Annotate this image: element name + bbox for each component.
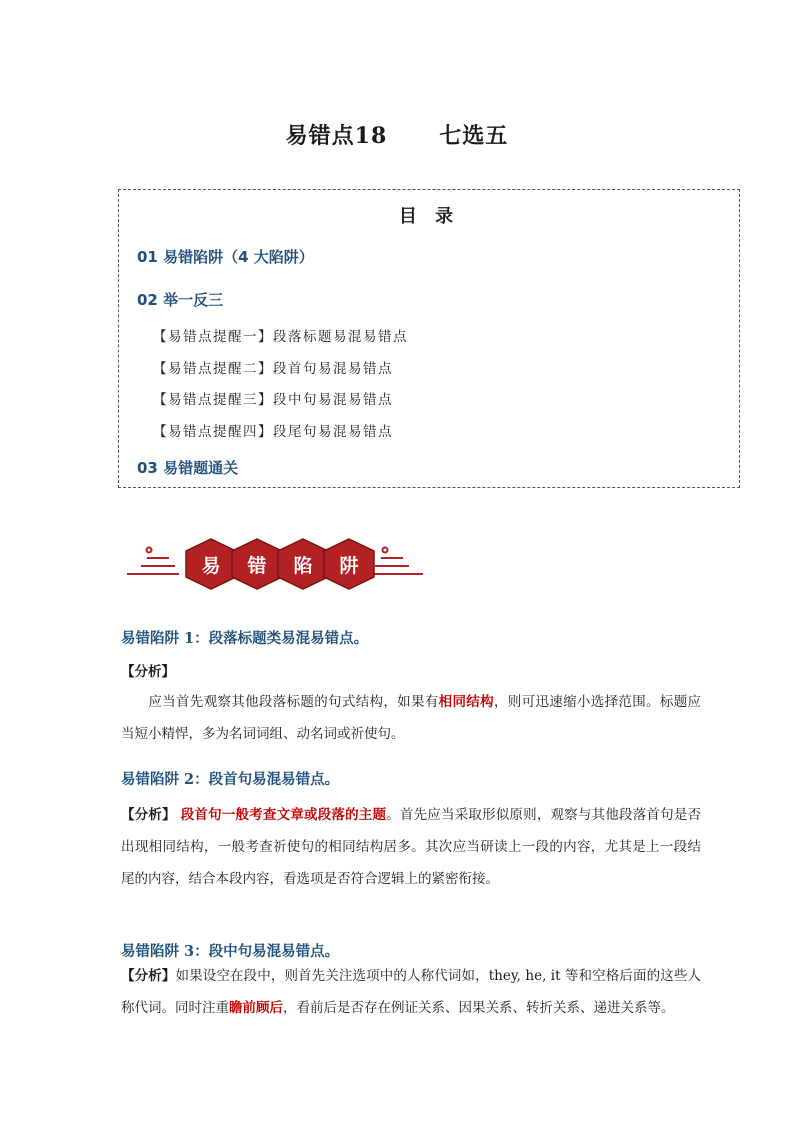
toc-item-3[interactable]: 03 易错题通关 bbox=[137, 459, 239, 477]
section-3-highlight: 瞻前顾后 bbox=[229, 1000, 283, 1016]
section-3-text-a: 如果设空在段中，则首先关注选项中的人称代词如，they, he, it 等和空格后面的这些人称代词。同时注重 bbox=[121, 968, 702, 1016]
section-1-label: 【分析】 bbox=[121, 664, 175, 680]
banner-hexagon-4 bbox=[323, 538, 375, 590]
toc-item-2[interactable]: 02 举一反三 bbox=[137, 291, 224, 309]
section-3-heading: 易错陷阱 3：段中句易混易错点。 bbox=[121, 943, 340, 960]
toc-subitem-3[interactable]: 【易错点提醒三】段中句易混易错点 bbox=[153, 392, 393, 408]
toc-subitem-4[interactable]: 【易错点提醒四】段尾句易混易错点 bbox=[153, 424, 393, 440]
section-1-text-b: ，则可迅速缩小选择范围。标题应当短小精悍，多为名词词组、动名词或祈使句。 bbox=[121, 694, 702, 742]
banner-char-1: 易 bbox=[201, 555, 221, 577]
section-2-label: 【分析】 bbox=[121, 807, 176, 823]
banner-hexagon-1 bbox=[185, 538, 237, 590]
section-2-heading: 易错陷阱 2：段首句易混易错点。 bbox=[121, 771, 340, 788]
toc-item-1[interactable]: 01 易错陷阱（4 大陷阱） bbox=[137, 248, 314, 266]
section-3-body bbox=[121, 960, 701, 1024]
section-2-body bbox=[121, 799, 701, 895]
section-banner bbox=[125, 538, 425, 598]
section-3-label: 【分析】 bbox=[121, 968, 176, 984]
title-part-2: 七选五 bbox=[439, 123, 509, 149]
section-2-text: 。首先应当采取形似原则，观察与其他段落首句是否出现相同结构，一般考查祈使句的相同结构居多。其次应当研读上一段的内容，尤其是上一段结尾的内容，结合本段内容，看选项是否符合逻辑上的紧密衔接。 bbox=[121, 807, 702, 887]
banner-char-3: 陷 bbox=[293, 555, 313, 577]
banner-char-4: 阱 bbox=[339, 555, 359, 577]
section-1-text-a: 应当首先观察其他段落标题的句式结构，如果有 bbox=[148, 694, 439, 710]
section-3-text-b: ，看前后是否存在例证关系、因果关系、转折关系、递进关系等。 bbox=[283, 1000, 675, 1016]
toc-subitem-1[interactable]: 【易错点提醒一】段落标题易混易错点 bbox=[153, 329, 408, 345]
section-1-heading: 易错陷阱 1：段落标题类易混易错点。 bbox=[121, 630, 369, 647]
section-1-label-line bbox=[121, 656, 701, 688]
section-2-highlight: 段首句一般考查文章或段落的主题 bbox=[175, 807, 387, 823]
page-title bbox=[0, 119, 794, 150]
toc-subitem-2[interactable]: 【易错点提醒二】段首句易混易错点 bbox=[153, 361, 393, 377]
banner-hexagon-2 bbox=[231, 538, 283, 590]
section-1-highlight: 相同结构 bbox=[438, 694, 494, 710]
banner-hexagon-3 bbox=[277, 538, 329, 590]
toc-heading: 目 录 bbox=[398, 206, 460, 227]
table-of-contents bbox=[118, 189, 740, 488]
banner-char-2: 错 bbox=[247, 555, 267, 577]
title-part-1: 易错点18 bbox=[285, 123, 388, 149]
section-1-body bbox=[121, 686, 701, 750]
